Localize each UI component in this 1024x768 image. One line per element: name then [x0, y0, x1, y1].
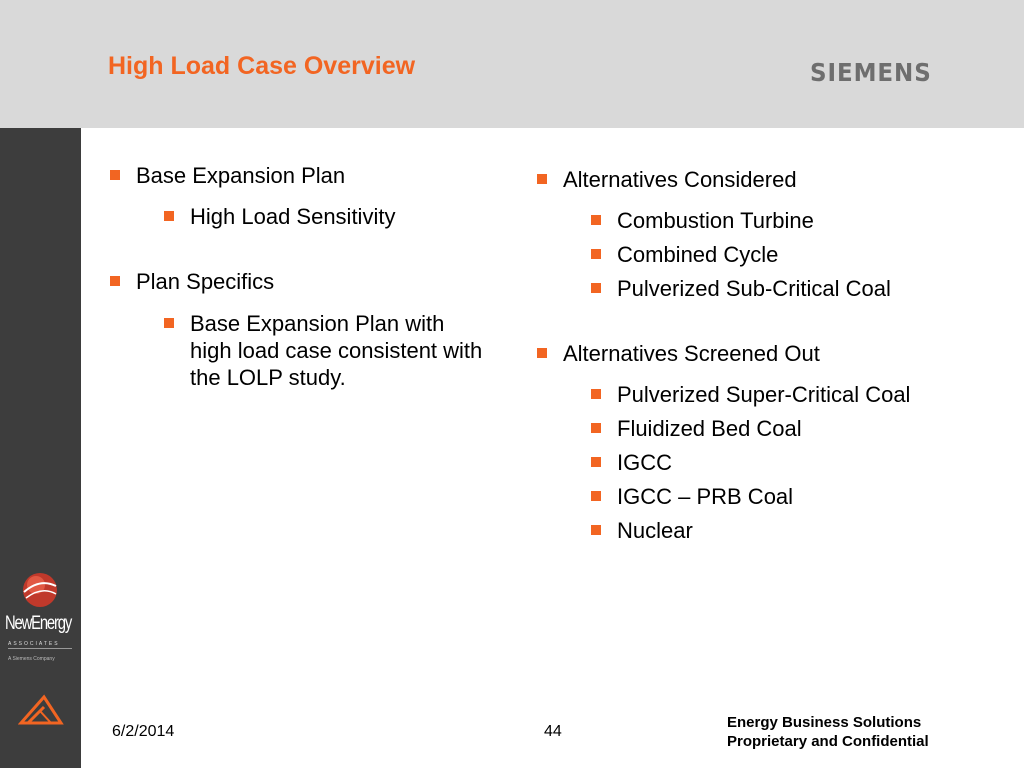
bullet-square-icon [591, 491, 601, 501]
list-item-label: Combined Cycle [617, 242, 779, 267]
footer-org-line1: Energy Business Solutions [727, 714, 922, 731]
list-item-label: Base Expansion Plan [136, 163, 346, 188]
bullet-square-icon [591, 283, 601, 293]
associates-label: ASSOCIATES [8, 641, 72, 649]
list-item-label: Pulverized Super-Critical Coal [617, 382, 911, 407]
list-item [589, 415, 955, 442]
bullet-square-icon [110, 170, 120, 180]
list-item [108, 162, 508, 189]
list-item-label: Pulverized Sub-Critical Coal [617, 276, 891, 301]
bullet-square-icon [591, 215, 601, 225]
list-item-label: Alternatives Screened Out [563, 341, 820, 366]
bullet-square-icon [164, 211, 174, 221]
siemens-logo: SIEMENS [810, 58, 932, 87]
header-bar [0, 0, 1024, 128]
list-item-label: Alternatives Considered [563, 167, 797, 192]
list-item-label: IGCC [617, 450, 672, 475]
bullet-square-icon [591, 525, 601, 535]
list-item [589, 275, 955, 302]
footer-org-line2: Proprietary and Confidential [727, 733, 929, 750]
list-item-label: High Load Sensitivity [190, 204, 396, 229]
right-column [535, 166, 955, 544]
sidebar [0, 128, 81, 768]
bullet-square-icon [591, 423, 601, 433]
bullet-square-icon [591, 389, 601, 399]
triangle-logo-icon [18, 693, 64, 727]
list-item [535, 166, 955, 193]
list-item [535, 340, 955, 367]
list-item-label: Combustion Turbine [617, 208, 814, 233]
bullet-square-icon [537, 174, 547, 184]
list-item [162, 310, 490, 391]
list-item [589, 483, 955, 510]
list-item [589, 449, 955, 476]
page-number: 44 [544, 723, 562, 740]
footer-date: 6/2/2014 [112, 723, 175, 740]
list-item-label: IGCC – PRB Coal [617, 484, 794, 509]
left-column [108, 162, 508, 391]
bullet-square-icon [591, 249, 601, 259]
bullet-square-icon [591, 457, 601, 467]
list-item [589, 207, 955, 234]
list-item [589, 241, 955, 268]
bullet-square-icon [110, 276, 120, 286]
page-title: High Load Case Overview [108, 52, 416, 80]
siemens-company-tag: A Siemens Company [8, 656, 55, 662]
newenergy-globe-icon [4, 568, 76, 612]
list-item-label: Fluidized Bed Coal [617, 416, 802, 441]
list-item-label: Base Expansion Plan with high load case consistent with the LOLP study. [190, 311, 483, 390]
list-item [589, 381, 937, 408]
bullet-square-icon [164, 318, 174, 328]
list-item-label: Nuclear [617, 518, 693, 543]
list-item [162, 203, 508, 230]
bullet-square-icon [537, 348, 547, 358]
list-item-label: Plan Specifics [136, 269, 275, 294]
footer-org [727, 713, 929, 751]
newenergy-wordmark: NewEnergy [5, 613, 72, 634]
list-item [589, 517, 955, 544]
list-item [108, 268, 508, 295]
